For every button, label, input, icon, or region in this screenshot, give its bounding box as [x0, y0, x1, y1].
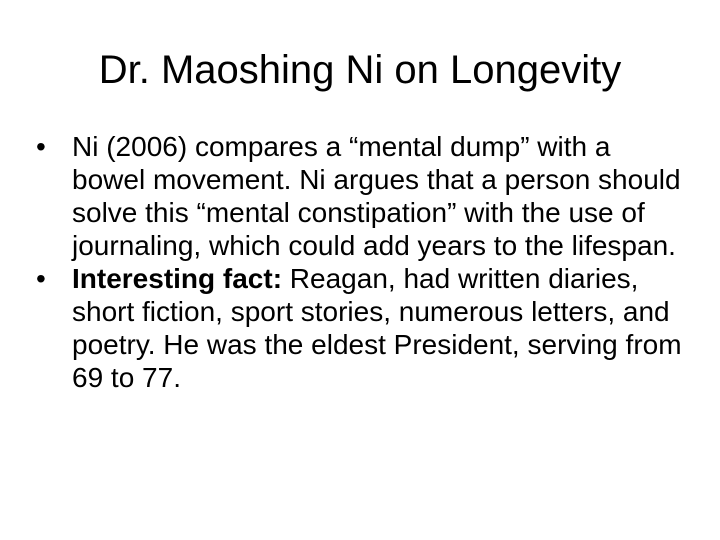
bullet-item-interesting-fact [36, 262, 686, 394]
bullet-point-icon: • [36, 131, 46, 162]
slide-title: Dr. Maoshing Ni on Longevity [98, 48, 622, 92]
bullet-point-icon: • [36, 263, 46, 294]
bullet-list [36, 130, 686, 394]
bullet-text: Ni (2006) compares a “mental dump” with a bowel movement. Ni argues that a person should solve this “mental constipation” with the use of journaling, which could add years to the lifespan. [72, 131, 681, 261]
bullet-lead-label: Interesting fact: [72, 263, 283, 294]
bullet-item-journaling [36, 130, 686, 262]
bullet-text: Reagan, had written diaries, short fiction, sport stories, numerous letters, and poetry. He was the eldest President, serving from 69 to 77. [72, 263, 682, 393]
